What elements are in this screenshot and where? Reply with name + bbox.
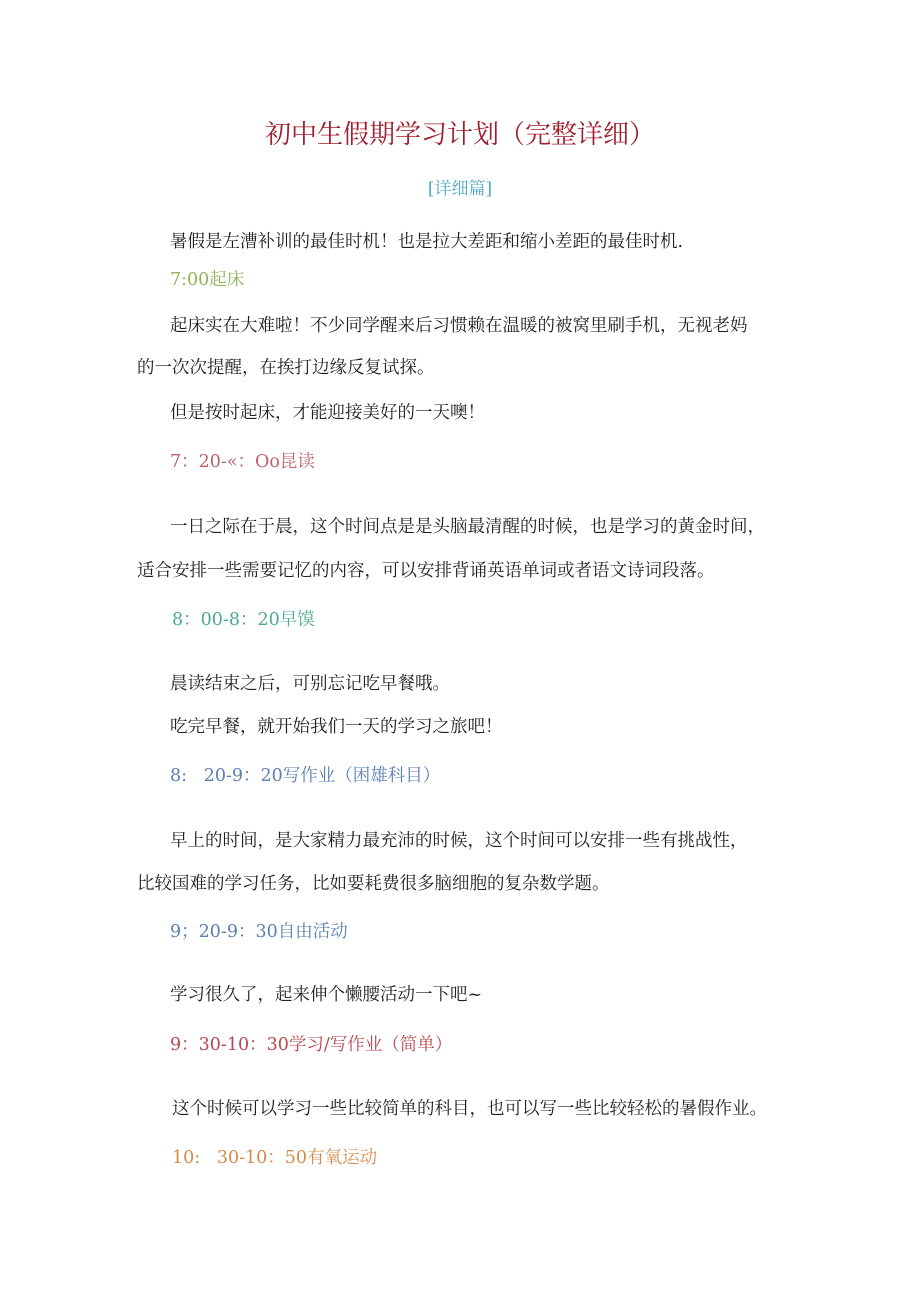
document-title: 初中生假期学习计划（完整详细） — [264, 120, 655, 150]
section-heading: 7:00起床 — [170, 270, 245, 290]
section-heading: 8：00-8：20早馍 — [172, 610, 315, 630]
paragraph-line: 吃完早餐，就开始我们一天的学习之旅吧！ — [170, 717, 503, 737]
paragraph-line: 适合安排一些需要记忆的内容，可以安排背诵英语单词或者语文诗词段落。 — [137, 561, 715, 581]
paragraph-line: 学习很久了，起来伸个懒腰活动一下吧~ — [170, 985, 483, 1005]
section-heading: 10: 30-10：50有氧运动 — [172, 1148, 378, 1168]
paragraph-line: 晨读结束之后，可别忘记吃早餐哦。 — [170, 674, 450, 694]
paragraph-line: 比较国难的学习任务，比如要耗费很多脑细胞的复杂数学题。 — [137, 874, 610, 894]
paragraph-line: 这个时候可以学习一些比较简单的科目，也可以写一些比较轻松的暑假作业。 — [172, 1099, 767, 1119]
section-heading: 7：20-«：Oo昆读 — [170, 452, 315, 472]
paragraph-line: 但是按时起床，才能迎接美好的一天噢！ — [170, 403, 485, 423]
document-subtitle: [详细篇] — [427, 179, 493, 199]
section-heading: 9；20-9：30自由活动 — [170, 922, 348, 942]
section-heading: 9：30-10：30学习/写作业（简单） — [170, 1035, 453, 1055]
paragraph-line: 早上的时间，是大家精力最充沛的时候，这个时间可以安排一些有挑战性， — [170, 831, 748, 851]
intro-paragraph: 暑假是左漕补训的最佳时机！也是拉大差距和缩小差距的最佳时机. — [170, 232, 684, 252]
paragraph-line: 起床实在大难啦！不少同学醒来后习惯赖在温暖的被窝里刷手机，无视老妈 — [170, 316, 748, 336]
paragraph-line: 的一次次提醒，在挨打边缘反复试探。 — [137, 358, 435, 378]
paragraph-line: 一日之际在于晨，这个时间点是是头脑最清醒的时候，也是学习的黄金时间， — [170, 517, 765, 537]
section-heading: 8: 20-9：20写作业（困雄科目） — [170, 766, 441, 786]
